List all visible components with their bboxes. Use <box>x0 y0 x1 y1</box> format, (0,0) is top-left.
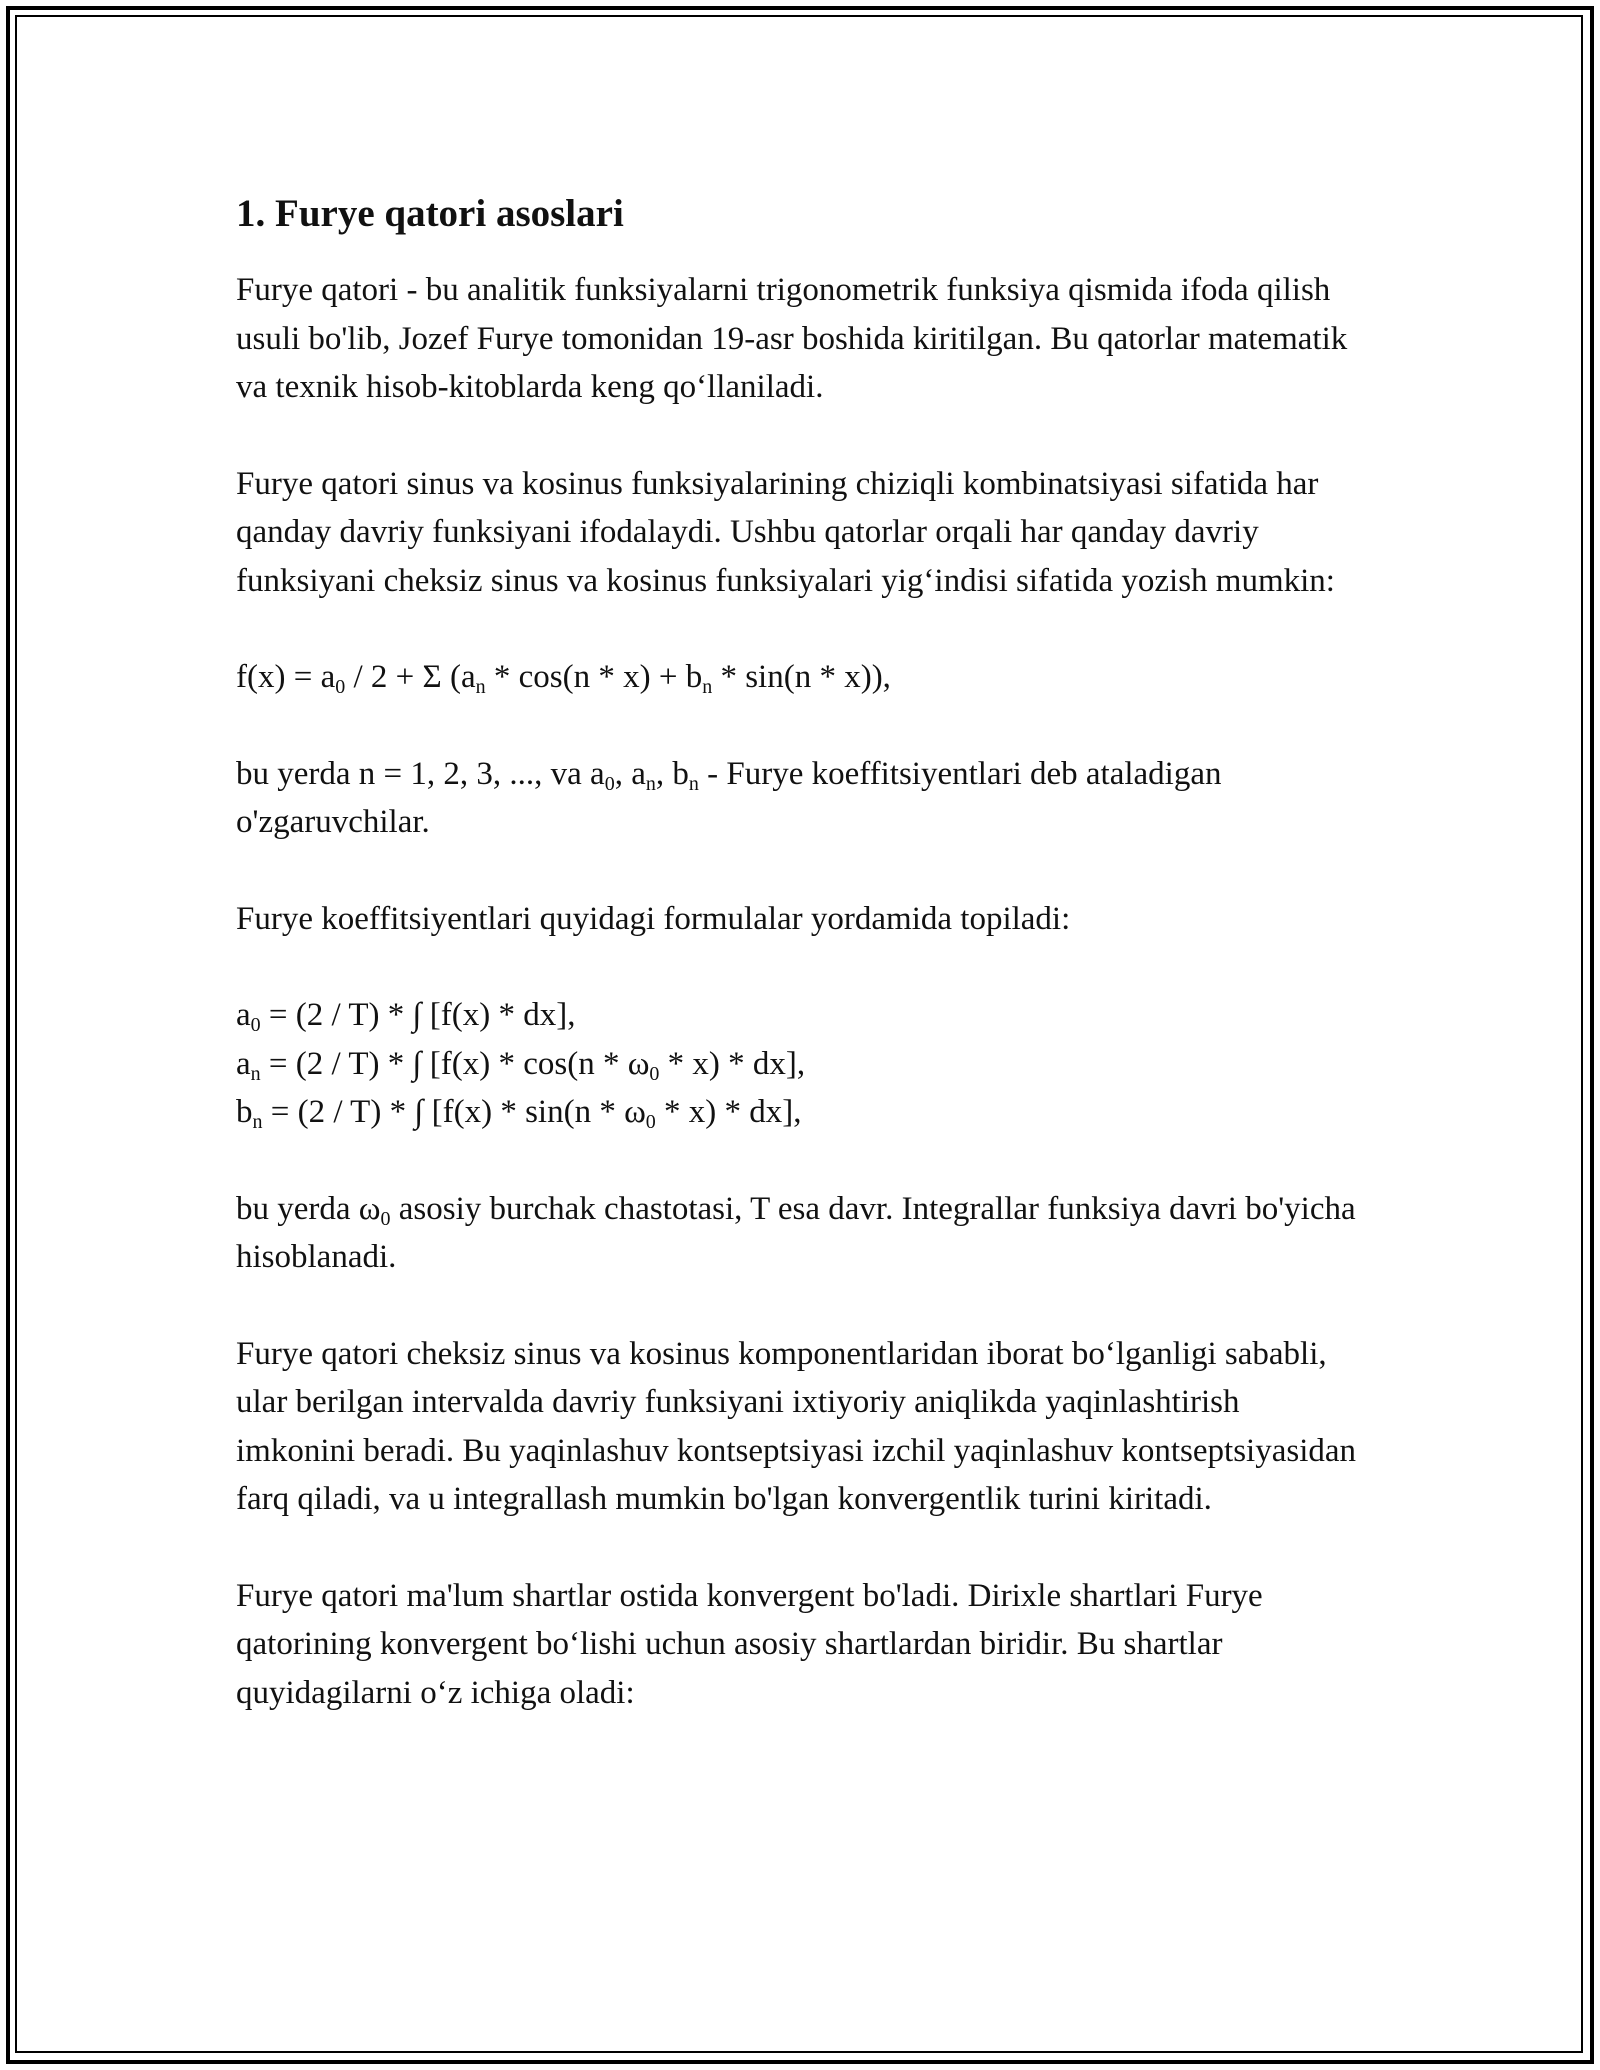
formula-bn: $b_n = (2 / T)$ * ∫ $[f(x) * \sin(n * \omega_0 * x) * dx]$, <box>236 1094 802 1133</box>
paragraph-approximation: Furye qatori cheksiz sinus va kosinus komponentlaridan iborat bo‘lganligi sababli, ular berilgan intervalda davriy funksiyani ixtiyoriy aniqlikda yaqinlashtirish imkonini beradi. Bu yaqinlashuv kontseptsiyasi izchil yaqinlashuv kontseptsiyasidan farq qiladi, va u integrallash mumkin bo'lgan konvergentlik turini kiritadi. <box>236 1335 1357 1517</box>
paragraph-coefficients-intro: Furye koeffitsiyentlari quyidagi formulalar yordamida topiladi: <box>236 900 1071 937</box>
formula-an: $a_n = (2 / T)$ * ∫ $[f(x) * \cos(n * \omega_0 * x) * dx]$, <box>236 1045 806 1085</box>
paragraph-omega-definition: bu yerda $\omega_0$ asosiy burchak chastotasi, T esa davr. Integrallar funksiya davri bo'yicha hisoblanadi. <box>236 1190 1356 1275</box>
section-heading: 1. Furye qatori asoslari <box>236 192 624 235</box>
formula-a0: $a_0 = (2 / T)$ * ∫ [f(x) * dx], <box>236 997 576 1036</box>
document-body <box>236 190 1366 1765</box>
fourier-series-formula: $f(x) = a_0 / 2 + \Sigma$ $(a_n * \cos(n * x) + b_n * \sin(n * x))$, <box>236 659 891 698</box>
coefficient-formulas <box>236 991 1366 1137</box>
paragraph-convergence: Furye qatori ma'lum shartlar ostida konvergent bo'ladi. Dirixle shartlari Furye qatorining konvergent bo‘lishi uchun asosiy shartlardan biridir. Bu shartlar quyidagilarni o‘z ichiga oladi: <box>236 1577 1263 1711</box>
paragraph-definition: Furye qatori sinus va kosinus funksiyalarining chiziqli kombinatsiyasi sifatida har qanday davriy funksiyani ifodalaydi. Ushbu qatorlar orqali har qanday davriy funksiyani cheksiz sinus va kosinus funksiyalari yig‘indisi sifatida yozish mumkin: <box>236 465 1335 599</box>
paragraph-where-coefficients: bu yerda n = 1, 2, 3, ..., va $a_0$, $a_n$, $b_n$ - Furye koeffitsiyentlari deb ataladigan o'zgaruvchilar. <box>236 755 1222 840</box>
paragraph-intro: Furye qatori - bu analitik funksiyalarni trigonometrik funksiya qismida ifoda qilish usuli bo'lib, Jozef Furye tomonidan 19-asr boshida kiritilgan. Bu qatorlar matematik va texnik hisob-kitoblarda keng qo‘llaniladi. <box>236 272 1348 405</box>
